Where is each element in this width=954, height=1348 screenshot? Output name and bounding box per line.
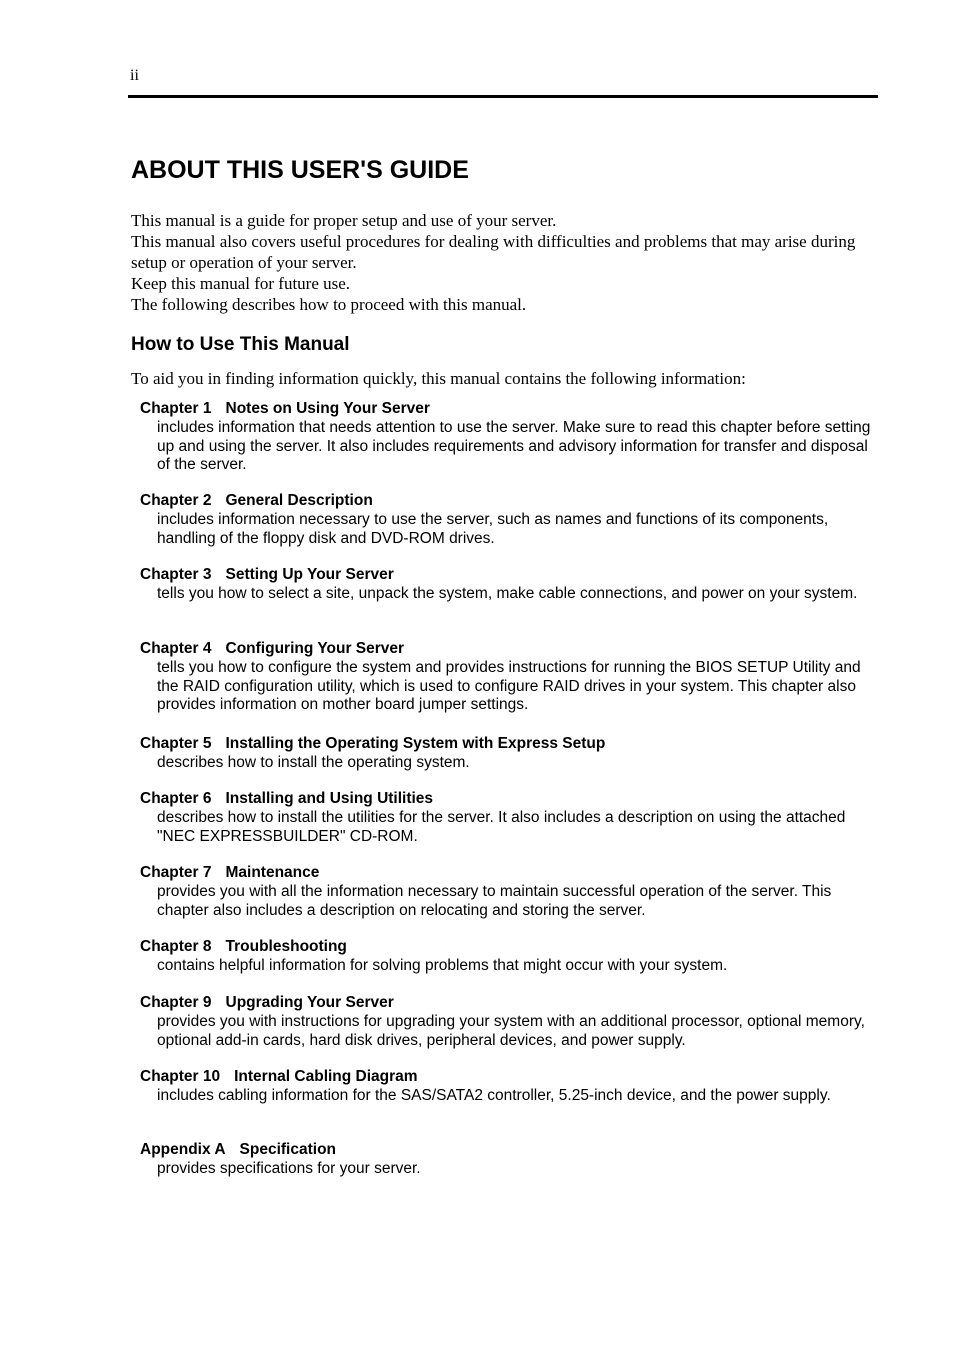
chapter-description: includes information that needs attention to use the server. Make sure to read this chapter before setting up and using the server. It also includes requirements and advisory information for transfer and disposal of the server. (157, 419, 871, 473)
chapter-label: Chapter 2 (140, 492, 212, 509)
chapter-title: Internal Cabling Diagram (234, 1068, 418, 1085)
chapter-label: Chapter 8 (140, 938, 212, 955)
chapter-title: Installing and Using Utilities (225, 790, 434, 807)
chapter-label: Chapter 10 (140, 1068, 221, 1085)
section-lead: To aid you in finding information quickly, this manual contains the following information: (131, 369, 746, 388)
intro-text (131, 210, 876, 315)
chapter-description: tells you how to select a site, unpack the system, make cable connections, and power on your system. (157, 585, 858, 602)
chapter-title: Configuring Your Server (225, 640, 405, 657)
section-title: How to Use This Manual (131, 334, 350, 355)
chapter-description: provides you with instructions for upgrading your system with an additional processor, optional memory, optional add-in cards, hard disk drives, peripheral devices, and power supply. (157, 1013, 865, 1049)
chapter-description: includes cabling information for the SAS/SATA2 controller, 5.25-inch device, and the power supply. (157, 1087, 831, 1104)
chapter-title: Setting Up Your Server (225, 566, 394, 583)
chapter-label: Chapter 1 (140, 400, 212, 417)
chapter-entry (140, 938, 875, 976)
chapter-title: Notes on Using Your Server (225, 400, 430, 417)
chapter-description: provides specifications for your server. (157, 1160, 421, 1177)
chapter-description: contains helpful information for solving problems that might occur with your system. (157, 957, 728, 974)
intro-paragraph: This manual also covers useful procedures for dealing with difficulties and problems that may arise during setup or operation of your server. (131, 232, 856, 272)
chapter-entry (140, 566, 875, 604)
chapter-entry (140, 735, 875, 773)
chapter-label: Appendix A (140, 1141, 226, 1158)
chapter-title: General Description (225, 492, 373, 509)
chapter-description: provides you with all the information necessary to maintain successful operation of the server. This chapter also includes a description on relocating and storing the server. (157, 883, 832, 919)
chapter-description: describes how to install the utilities for the server. It also includes a description on using the attached "NEC EXPRESSBUILDER" CD-ROM. (157, 809, 846, 845)
chapter-entry (140, 994, 875, 1050)
chapter-label: Chapter 5 (140, 735, 212, 752)
chapter-label: Chapter 4 (140, 640, 212, 657)
chapter-title: Upgrading Your Server (225, 994, 394, 1011)
intro-paragraph: The following describes how to proceed with this manual. (131, 295, 527, 314)
chapter-entry (140, 1141, 875, 1179)
chapter-entry (140, 492, 875, 548)
chapter-title: Installing the Operating System with Express Setup (225, 735, 606, 752)
intro-paragraph: Keep this manual for future use. (131, 274, 351, 293)
chapter-label: Chapter 3 (140, 566, 212, 583)
chapter-entry (140, 790, 875, 846)
chapter-entry (140, 1068, 875, 1106)
intro-paragraph: This manual is a guide for proper setup and use of your server. (131, 211, 557, 230)
page-number: ii (130, 67, 139, 84)
chapter-label: Chapter 7 (140, 864, 212, 881)
chapter-title: Maintenance (225, 864, 320, 881)
chapter-description: tells you how to configure the system and provides instructions for running the BIOS SETUP Utility and the RAID configuration utility, which is used to configure RAID drives in your system. This chapter also provides information on mother board jumper settings. (157, 659, 861, 713)
chapter-title: Troubleshooting (225, 938, 347, 955)
chapter-description: includes information necessary to use the server, such as names and functions of its components, handling of the floppy disk and DVD-ROM drives. (157, 511, 829, 547)
chapter-title: Specification (239, 1141, 337, 1158)
chapter-entry (140, 864, 875, 920)
page-title: ABOUT THIS USER'S GUIDE (131, 156, 469, 184)
chapter-label: Chapter 6 (140, 790, 212, 807)
chapter-entry (140, 640, 875, 715)
chapter-label: Chapter 9 (140, 994, 212, 1011)
chapter-description: describes how to install the operating system. (157, 754, 470, 771)
header-rule (128, 95, 878, 98)
chapter-entry (140, 400, 875, 475)
